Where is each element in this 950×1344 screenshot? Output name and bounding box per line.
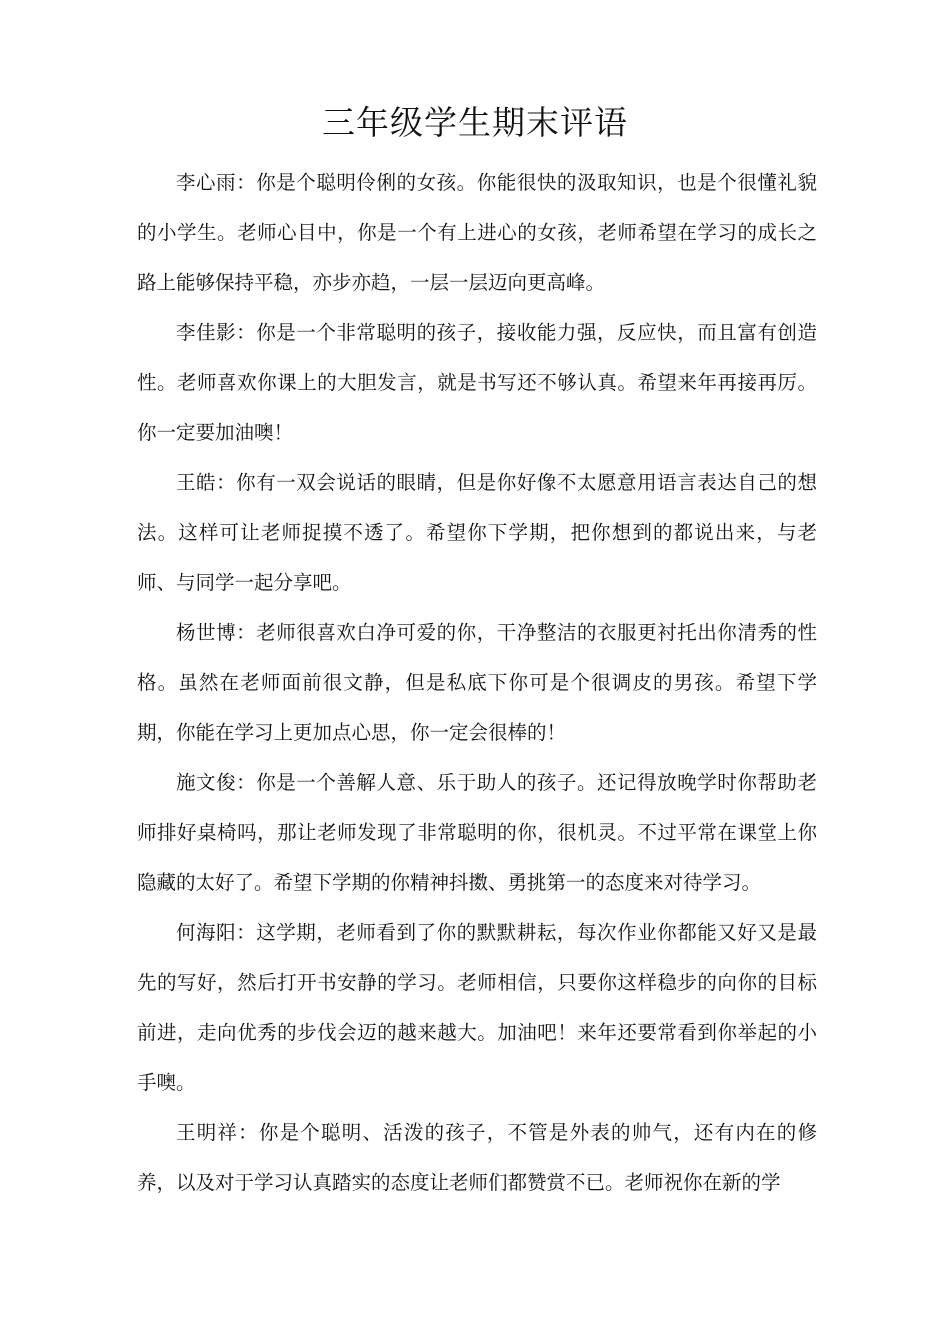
comment-paragraph: 李心雨：你是个聪明伶俐的女孩。你能很快的汲取知识，也是个很懂礼貌的小学生。老师心目中，你是一个有上进心的女孩，老师希望在学习的成长之路上能够保持平稳，亦步亦趋，一层一层迈向更高峰。 <box>137 171 817 294</box>
comment-paragraph: 杨世博：老师很喜欢白净可爱的你，干净整洁的衣服更衬托出你清秀的性格。虽然在老师面前很文静，但是私底下你可是个很调皮的男孩。希望下学期，你能在学习上更加点心思，你一定会很棒的！ <box>137 621 817 744</box>
comment-paragraph: 王皓：你有一双会说话的眼睛，但是你好像不太愿意用语言表达自己的想法。这样可让老师捉摸不透了。希望你下学期，把你想到的都说出来，与老师、与同学一起分享吧。 <box>137 471 817 594</box>
comment-paragraph: 施文俊：你是一个善解人意、乐于助人的孩子。还记得放晚学时你帮助老师排好桌椅吗，那让老师发现了非常聪明的你，很机灵。不过平常在课堂上你隐藏的太好了。希望下学期的你精神抖擞、勇挑第一的态度来对待学习。 <box>137 771 817 894</box>
comment-paragraph: 何海阳：这学期，老师看到了你的默默耕耘，每次作业你都能又好又是最先的写好，然后打开书安静的学习。老师相信，只要你这样稳步的向你的目标前进，走向优秀的步伐会迈的越来越大。加油吧！来年还要常看到你举起的小手噢。 <box>137 921 817 1094</box>
document-title: 三年级学生期末评语 <box>322 103 628 142</box>
document-body <box>137 158 817 1208</box>
comment-paragraph: 王明祥：你是个聪明、活泼的孩子，不管是外表的帅气，还有内在的修养，以及对于学习认真踏实的态度让老师们都赞赏不已。老师祝你在新的学 <box>137 1121 817 1194</box>
comment-paragraph: 李佳影：你是一个非常聪明的孩子，接收能力强，反应快，而且富有创造性。老师喜欢你课上的大胆发言，就是书写还不够认真。希望来年再接再厉。你一定要加油噢！ <box>137 321 817 444</box>
